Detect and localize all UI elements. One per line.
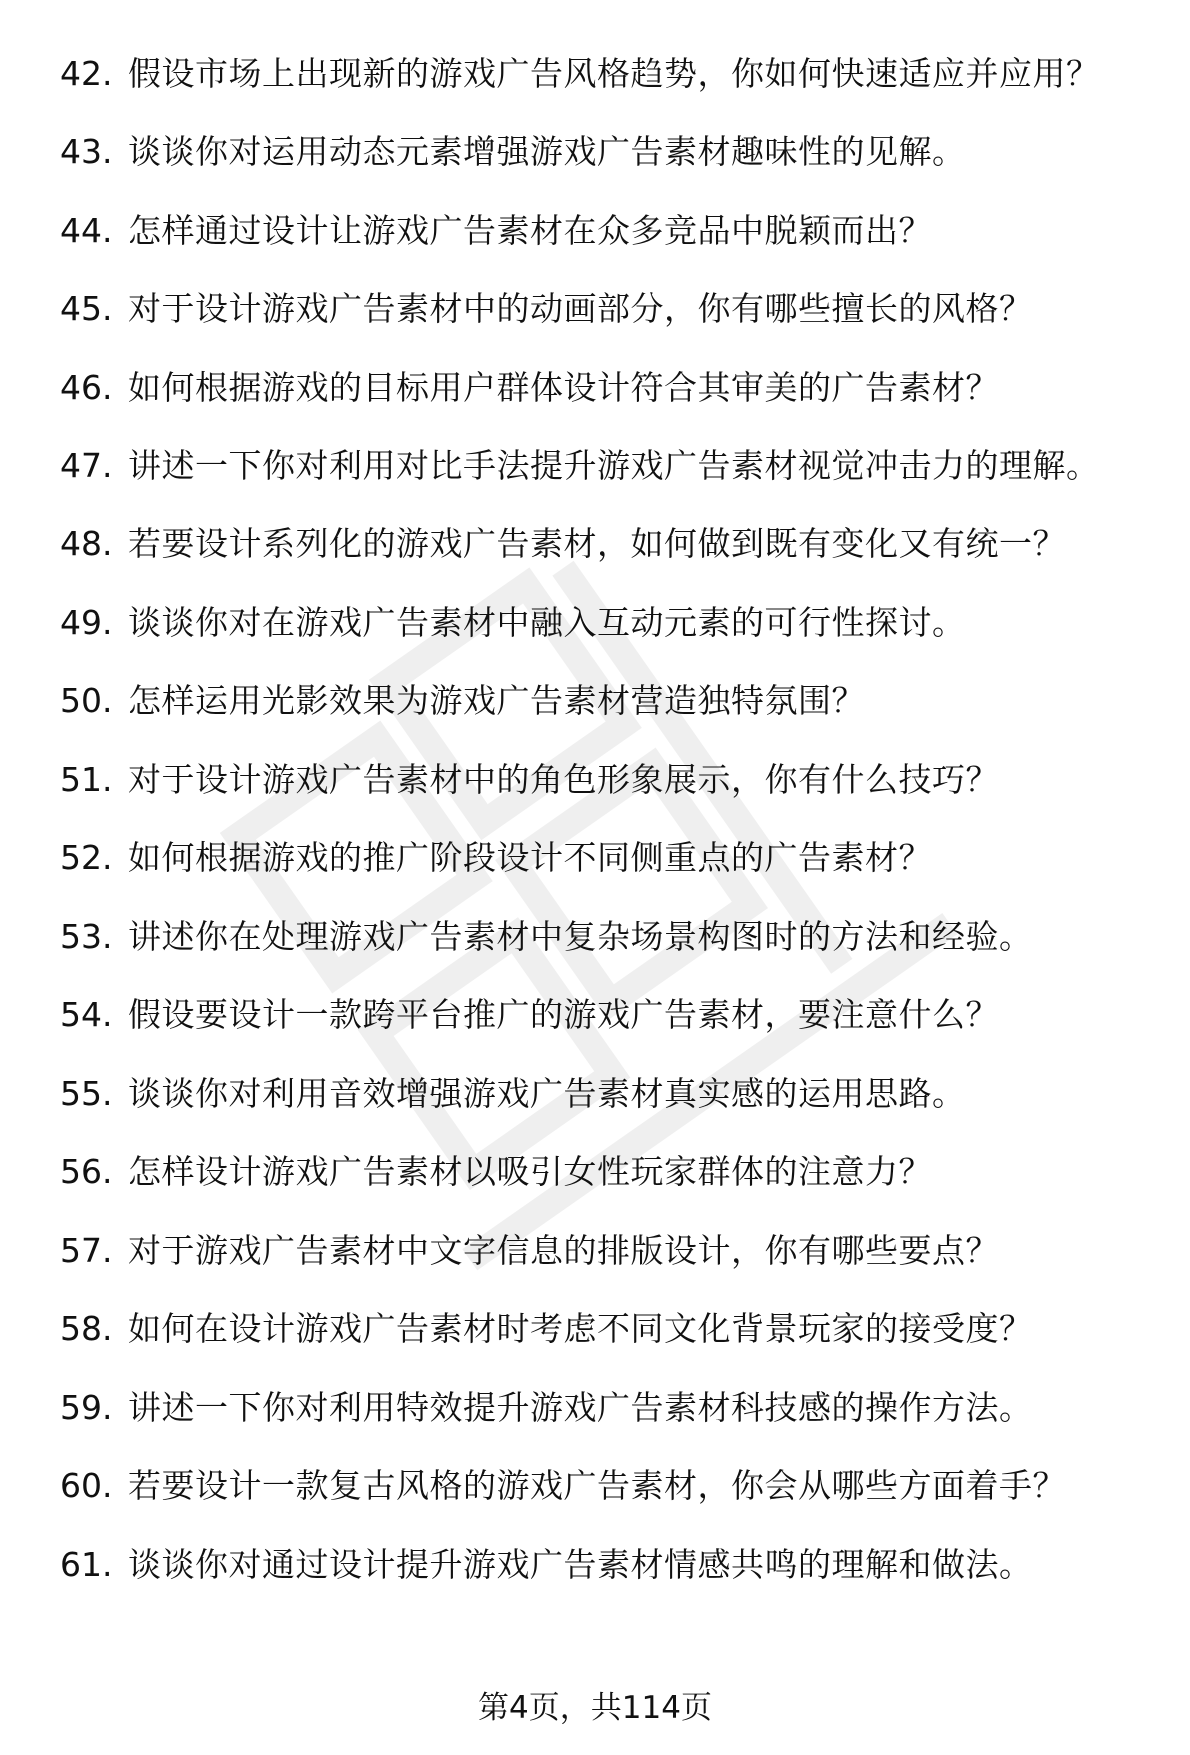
- question-item: [60, 1386, 1140, 1429]
- question-text: 如何根据游戏的推广阶段设计不同侧重点的广告素材？: [128, 838, 932, 877]
- question-text: 对于游戏广告素材中文字信息的排版设计，你有哪些要点？: [128, 1230, 999, 1270]
- question-item: [60, 836, 1140, 879]
- question-item: [60, 601, 1140, 644]
- question-number: 51.: [60, 759, 113, 799]
- question-number: 43.: [60, 132, 113, 171]
- question-item: [60, 444, 1140, 487]
- question-item: [60, 130, 1140, 173]
- question-number: 48.: [60, 524, 113, 563]
- question-text: 若要设计一款复古风格的游戏广告素材，你会从哪些方面着手？: [128, 1466, 1066, 1505]
- question-text: 讲述一下你对利用对比手法提升游戏广告素材视觉冲击力的理解。: [128, 446, 1100, 485]
- question-number: 55.: [60, 1073, 113, 1113]
- question-number: 54.: [60, 995, 113, 1034]
- question-item: [60, 52, 1140, 95]
- question-text: 谈谈你对在游戏广告素材中融入互动元素的可行性探讨。: [128, 602, 966, 642]
- question-item: [60, 366, 1140, 409]
- question-item: [60, 758, 1140, 801]
- question-text: 如何根据游戏的目标用户群体设计符合其审美的广告素材？: [128, 367, 999, 407]
- question-number: 47.: [60, 446, 113, 485]
- question-item: [60, 1464, 1140, 1507]
- question-text: 怎样通过设计让游戏广告素材在众多竞品中脱颖而出？: [128, 210, 932, 250]
- question-item: [60, 1072, 1140, 1115]
- question-number: 45.: [60, 289, 113, 328]
- question-number: 59.: [60, 1387, 113, 1427]
- question-number: 49.: [60, 602, 113, 642]
- question-number: 58.: [60, 1309, 113, 1348]
- question-number: 53.: [60, 916, 113, 956]
- question-item: [60, 679, 1140, 722]
- question-text: 谈谈你对通过设计提升游戏广告素材情感共鸣的理解和做法。: [128, 1544, 1033, 1584]
- question-number: 57.: [60, 1230, 113, 1270]
- question-number: 50.: [60, 681, 113, 720]
- page-number: 第4页，共114页: [478, 1690, 712, 1726]
- question-number: 46.: [60, 367, 113, 407]
- question-text: 怎样设计游戏广告素材以吸引女性玩家群体的注意力？: [128, 1152, 932, 1191]
- question-number: 44.: [60, 210, 113, 250]
- question-item: [60, 1150, 1140, 1193]
- question-number: 42.: [60, 54, 113, 93]
- question-item: [60, 209, 1140, 252]
- question-text: 讲述一下你对利用特效提升游戏广告素材科技感的操作方法。: [128, 1387, 1033, 1427]
- question-text: 讲述你在处理游戏广告素材中复杂场景构图时的方法和经验。: [128, 916, 1033, 956]
- question-text: 对于设计游戏广告素材中的动画部分，你有哪些擅长的风格？: [128, 289, 1033, 328]
- question-text: 对于设计游戏广告素材中的角色形象展示，你有什么技巧？: [128, 759, 999, 799]
- question-number: 60.: [60, 1466, 113, 1505]
- question-item: [60, 993, 1140, 1036]
- question-text: 如何在设计游戏广告素材时考虑不同文化背景玩家的接受度？: [128, 1309, 1033, 1348]
- question-number: 61.: [60, 1544, 113, 1584]
- question-item: [60, 1229, 1140, 1272]
- question-number: 52.: [60, 838, 113, 877]
- question-number: 56.: [60, 1152, 113, 1191]
- question-item: [60, 1307, 1140, 1350]
- question-text: 谈谈你对运用动态元素增强游戏广告素材趣味性的见解。: [128, 132, 966, 171]
- question-item: [60, 1543, 1140, 1586]
- question-text: 假设市场上出现新的游戏广告风格趋势，你如何快速适应并应用？: [128, 54, 1100, 93]
- question-text: 谈谈你对利用音效增强游戏广告素材真实感的运用思路。: [128, 1073, 966, 1113]
- question-text: 怎样运用光影效果为游戏广告素材营造独特氛围？: [128, 681, 865, 720]
- question-item: [60, 287, 1140, 330]
- question-item: [60, 522, 1140, 565]
- question-text: 假设要设计一款跨平台推广的游戏广告素材，要注意什么？: [128, 995, 999, 1034]
- question-list: [60, 52, 1140, 1621]
- question-text: 若要设计系列化的游戏广告素材，如何做到既有变化又有统一？: [128, 524, 1066, 563]
- question-item: [60, 915, 1140, 958]
